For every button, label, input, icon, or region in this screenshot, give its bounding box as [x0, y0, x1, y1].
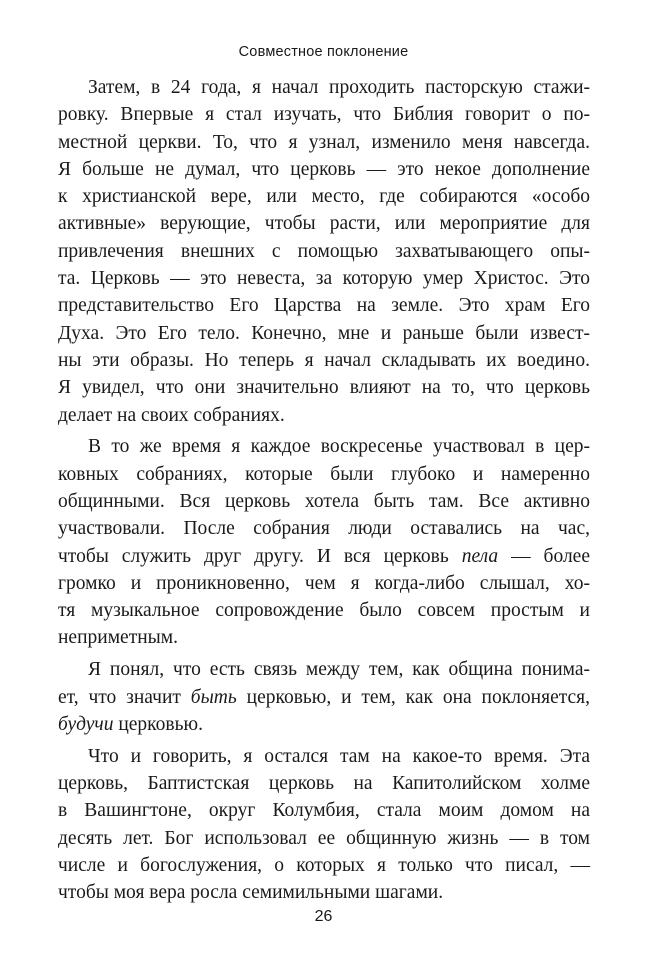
text-segment: представительство Его Царства на земле. Это храм Его — [58, 295, 590, 317]
text-line — [58, 515, 590, 542]
text-segment: Я увидел, что они значительно влияют на то, что церковь — [58, 377, 590, 399]
text-line — [58, 624, 590, 651]
text-line — [58, 101, 590, 128]
text-line — [58, 570, 590, 597]
text-segment: ны эти образы. Но теперь я начал складывать их воедино. — [58, 349, 590, 371]
text-segment: ет, что значит — [58, 686, 191, 708]
text-segment: общинными. Вся церковь хотела быть там. Все активно — [58, 490, 590, 512]
text-segment: ровку. Впервые я стал изучать, что Библия говорит о по- — [58, 104, 590, 126]
page-number: 26 — [314, 908, 333, 925]
text-segment: Духа. Это Его тело. Конечно, мне и раньше были извест- — [58, 322, 590, 344]
text-line — [58, 656, 590, 683]
text-segment: Я понял, что есть связь между тем, как община понима- — [88, 659, 590, 681]
text-line — [58, 156, 590, 183]
text-segment: Я больше не думал, что церковь — это некое дополнение — [58, 158, 590, 180]
paragraph — [58, 74, 590, 429]
text-line — [58, 129, 590, 156]
text-line — [58, 238, 590, 265]
italic-text: будучи — [58, 713, 114, 735]
text-line — [58, 879, 590, 906]
text-line — [58, 852, 590, 879]
text-segment: в Вашингтоне, округ Колумбия, стала моим домом на — [58, 800, 590, 822]
text-segment: десять лет. Бог использовал ее общинную жизнь — в том — [58, 827, 590, 849]
text-segment: Затем, в 24 года, я начал проходить пасторскую стажи- — [88, 77, 590, 98]
text-line — [58, 265, 590, 292]
text-segment: числе и богослужения, о которых я только что писал, — — [58, 854, 590, 876]
text-line — [58, 210, 590, 237]
text-line — [58, 797, 590, 824]
text-segment: к христианской вере, или место, где собираются «особо — [58, 186, 590, 208]
text-line — [58, 74, 590, 101]
text-segment: громко и проникновенно, чем я когда-либо слышал, хо- — [58, 572, 590, 594]
text-line — [58, 488, 590, 515]
italic-text: пела — [461, 545, 499, 567]
text-line — [58, 770, 590, 797]
text-segment: ковных собраниях, которые были глубоко и намеренно — [58, 463, 590, 485]
text-line — [58, 543, 590, 570]
body-text — [58, 74, 590, 911]
text-line — [58, 743, 590, 770]
text-segment: местной церкви. То, что я узнал, изменило меня навсегда. — [58, 131, 590, 153]
text-segment: церковью, и тем, как она поклоняется, — [236, 686, 590, 708]
text-line — [58, 292, 590, 319]
text-line — [58, 684, 590, 711]
text-line — [58, 320, 590, 347]
text-line — [58, 597, 590, 624]
text-line — [58, 461, 590, 488]
paragraph — [58, 656, 590, 738]
text-line — [58, 183, 590, 210]
text-segment: та. Церковь — это невеста, за которую умер Христос. Это — [58, 268, 590, 290]
text-line — [58, 825, 590, 852]
text-segment: активные» верующие, чтобы расти, или мероприятие для — [58, 213, 590, 235]
text-segment: неприметным. — [58, 627, 178, 649]
text-line — [58, 347, 590, 374]
text-segment: В то же время я каждое воскресенье участвовал в цер- — [88, 436, 590, 458]
text-segment: — более — [498, 545, 590, 567]
text-line — [58, 402, 590, 429]
running-head: Совместное поклонение — [238, 44, 409, 60]
paragraph — [58, 433, 590, 651]
text-segment: церковь, Баптистская церковь на Капитолийском холме — [58, 772, 590, 794]
text-line — [58, 374, 590, 401]
text-segment: участвовали. После собрания люди оставались на час, — [58, 518, 590, 540]
text-segment: церковью. — [113, 713, 203, 735]
paragraph — [58, 743, 590, 907]
text-segment: привлечения внешних с помощью захватывающего опы- — [58, 240, 590, 262]
text-segment: чтобы служить друг другу. И вся церковь — [58, 545, 462, 567]
text-segment: Что и говорить, я остался там на какое-то время. Эта — [88, 745, 590, 767]
text-segment: чтобы моя вера росла семимильными шагами. — [58, 882, 444, 904]
text-line — [58, 433, 590, 460]
text-line — [58, 711, 590, 738]
text-segment: делает на своих собраниях. — [58, 404, 285, 426]
italic-text: быть — [190, 686, 237, 708]
text-segment: тя музыкальное сопровождение было совсем простым и — [58, 600, 590, 622]
